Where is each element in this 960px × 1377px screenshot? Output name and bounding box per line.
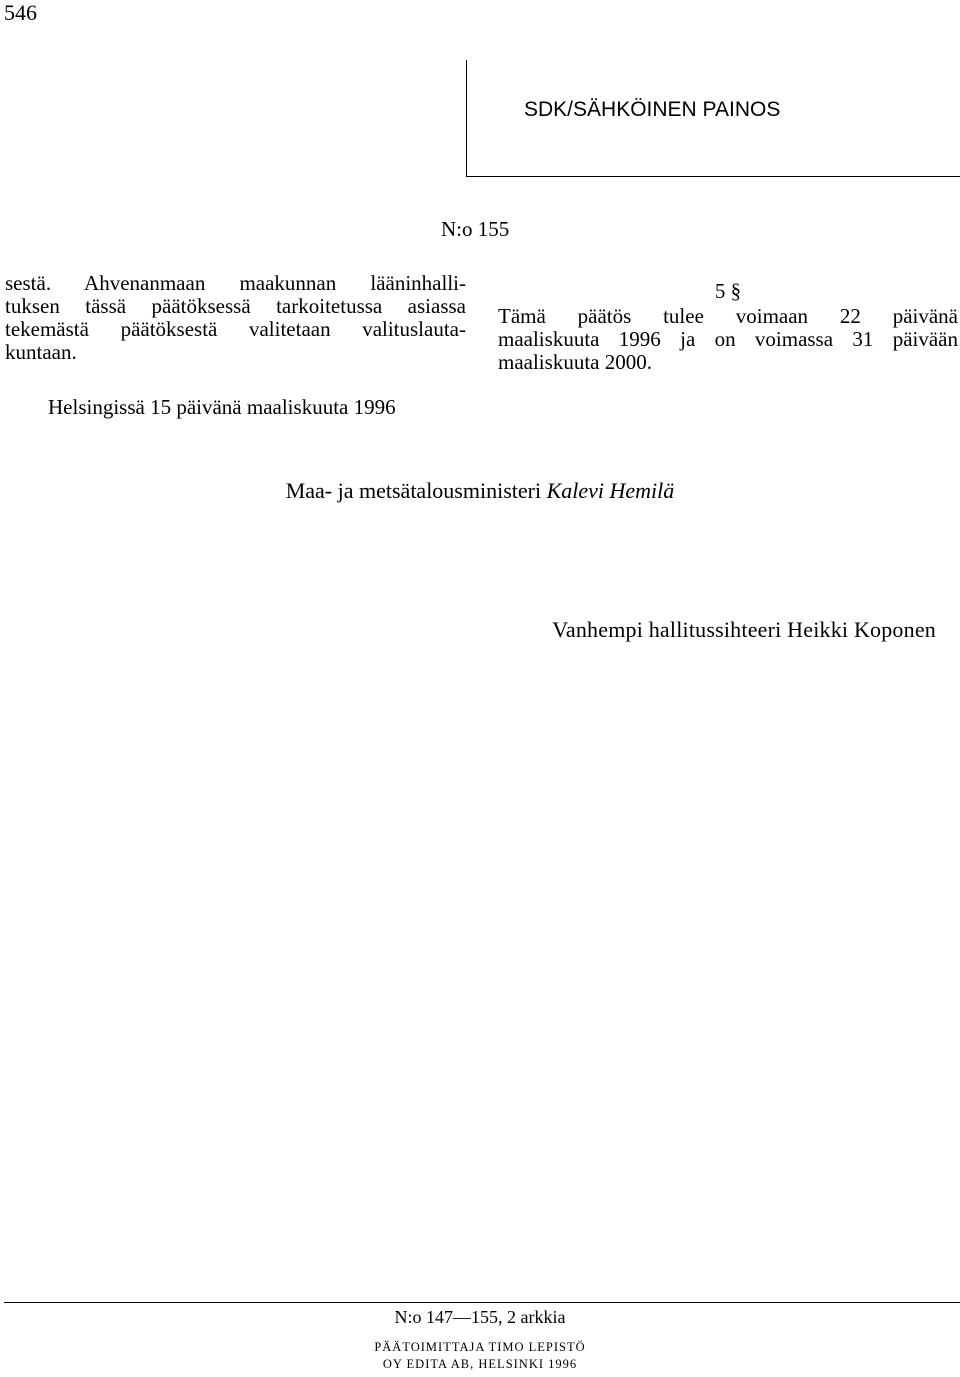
footer-editor: PÄÄTOIMITTAJA TIMO LEPISTÖ (374, 1340, 586, 1354)
edition-stamp-box (466, 60, 960, 177)
page-number: 546 (4, 0, 37, 25)
place-and-date: Helsingissä 15 päivänä maaliskuuta 1996 (48, 395, 396, 419)
text-line: maaliskuuta 2000. (498, 350, 652, 374)
text-line: kuntaan. (5, 340, 77, 364)
right-text-column (498, 280, 958, 374)
left-text-column (5, 272, 466, 364)
minister-name: Kalevi Hemilä (546, 478, 675, 503)
minister-title: Maa- ja metsätalousministeri (285, 478, 542, 503)
text-line: tuksen tässä päätöksessä tarkoitetussa asiassa (5, 294, 466, 318)
section-number: 5 (714, 279, 726, 303)
minister-signature (0, 478, 960, 504)
text-line: maaliskuuta 1996 ja on voimassa 31 päivään (498, 327, 958, 351)
text-line: tekemästä päätöksestä valitetaan valituslauta- (5, 317, 466, 341)
section-heading (498, 280, 958, 303)
document-number: N:o 155 (441, 217, 510, 241)
footer-publisher: OY EDITA AB, HELSINKI 1996 (382, 1357, 578, 1371)
section-sign: § (730, 279, 742, 303)
text-line: Tämä päätös tulee voimaan 22 päivänä (498, 304, 958, 328)
footer-issue-range: N:o 147—155, 2 arkkia (394, 1307, 566, 1327)
text-line: sestä. Ahvenanmaan maakunnan lääninhalli- (5, 271, 466, 295)
footer-divider (4, 1302, 960, 1303)
secretary-signature: Vanhempi hallitussihteeri Heikki Koponen (552, 617, 936, 642)
edition-stamp: SDK/SÄHKÖINEN PAINOS (524, 98, 781, 121)
